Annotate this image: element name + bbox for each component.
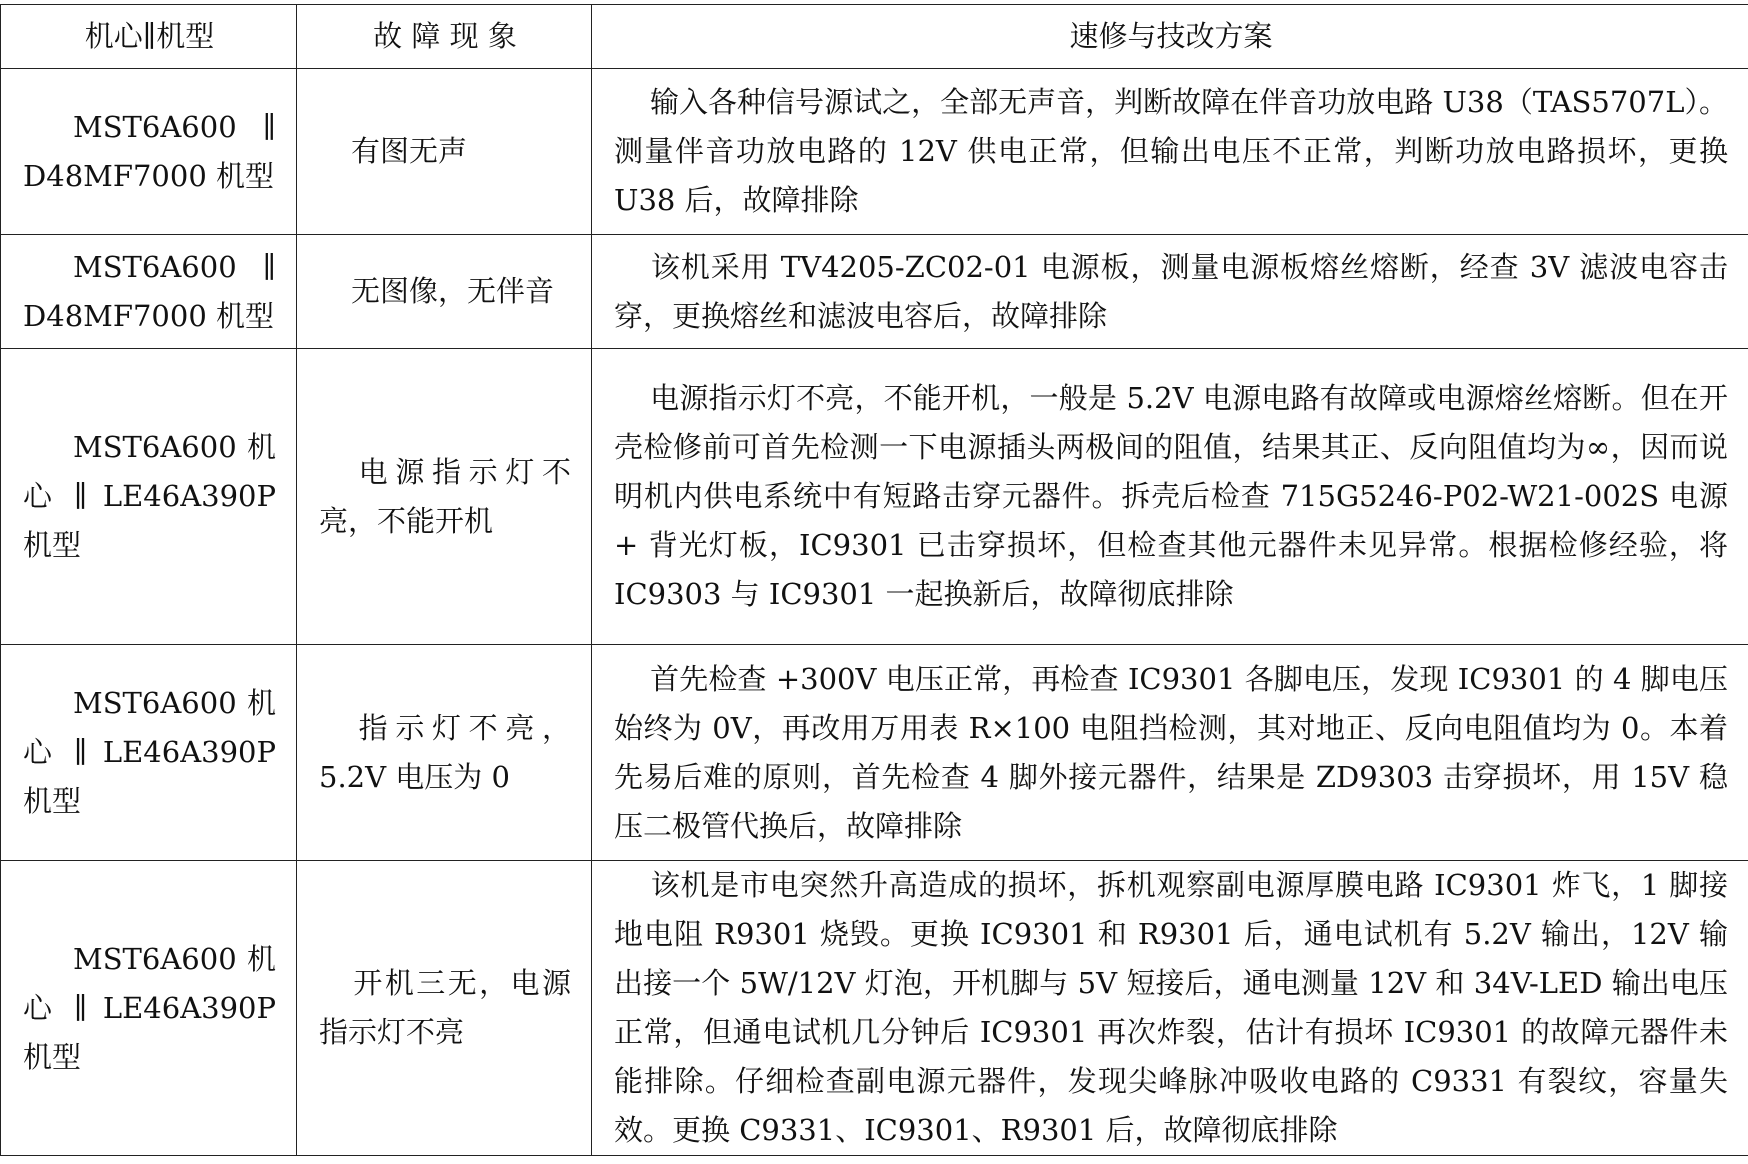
solution-text: 该机采用 TV4205-ZC02-01 电源板，测量电源板熔丝熔断，经查 3V 滤波电容击穿，更换熔丝和滤波电容后，故障排除	[614, 249, 1728, 333]
symptom-text: 电源指示灯不亮，不能开机	[319, 454, 571, 538]
symptom-text: 指示灯不亮，5.2V 电压为 0	[319, 710, 571, 794]
symptom-cell	[297, 69, 592, 235]
header-model: 机心∥机型	[1, 5, 297, 69]
table-row	[1, 235, 1748, 349]
table-row	[1, 861, 1748, 1156]
table-row	[1, 349, 1748, 645]
table-row	[1, 69, 1748, 235]
solution-cell	[592, 349, 1748, 645]
solution-cell	[592, 645, 1748, 861]
symptom-cell	[297, 349, 592, 645]
solution-text: 电源指示灯不亮，不能开机，一般是 5.2V 电源电路有故障或电源熔丝熔断。但在开壳检修前可首先检测一下电源插头两极间的阻值，结果其正、反向阻值均为∞，因而说明机内供电系统中有短路击穿元器件。拆壳后检查 715G5246-P02-W21-002S 电源 + 背光灯板，IC9301 已击穿损坏，但检查其他元器件未见异常。根据检修经验，将 IC9303 与 IC9301 一起换新后，故障彻底排除	[614, 381, 1728, 611]
header-solution: 速修与技改方案	[592, 5, 1748, 69]
table-header-row	[1, 5, 1748, 69]
model-cell	[1, 349, 297, 645]
symptom-cell	[297, 235, 592, 349]
symptom-text: 无图像，无伴音	[351, 274, 555, 308]
solution-text: 该机是市电突然升高造成的损坏，拆机观察副电源厚膜电路 IC9301 炸飞，1 脚接地电阻 R9301 烧毁。更换 IC9301 和 R9301 后，通电试机有 5.2V 输出，12V 输出接一个 5W/12V 灯泡，开机脚与 5V 短接后，通电测量 12V 和 34V-LED 输出电压正常，但通电试机几分钟后 IC9301 再次炸裂，估计有损坏 IC9301 的故障元器件未能排除。仔细检查副电源元器件，发现尖峰脉冲吸收电路的 C9331 有裂纹，容量失效。更换 C9331、IC9301、R9301 后，故障彻底排除	[614, 868, 1728, 1147]
solution-text: 输入各种信号源试之，全部无声音，判断故障在伴音功放电路 U38（TAS5707L）。测量伴音功放电路的 12V 供电正常，但输出电压不正常，判断功放电路损坏，更换 U38 后，故障排除	[614, 85, 1728, 217]
model-cell	[1, 861, 297, 1156]
model-cell	[1, 235, 297, 349]
solution-cell	[592, 235, 1748, 349]
solution-cell	[592, 69, 1748, 235]
model-cell	[1, 69, 297, 235]
solution-cell	[592, 861, 1748, 1156]
model-text: MST6A600 机心 ∥ LE46A390P 机型	[23, 941, 276, 1074]
model-cell	[1, 645, 297, 861]
model-text: MST6A600 ∥ D48MF7000 机型	[23, 109, 276, 193]
header-symptom: 故 障 现 象	[297, 5, 592, 69]
symptom-cell	[297, 645, 592, 861]
symptom-text: 开机三无，电源指示灯不亮	[319, 966, 571, 1049]
table-row	[1, 645, 1748, 861]
model-text: MST6A600 机心 ∥ LE46A390P 机型	[23, 686, 276, 818]
repair-table	[0, 4, 1748, 1156]
model-text: MST6A600 机心 ∥ LE46A390P 机型	[23, 430, 276, 562]
model-text: MST6A600 ∥ D48MF7000 机型	[23, 249, 276, 333]
symptom-cell	[297, 861, 592, 1156]
symptom-text: 有图无声	[351, 134, 468, 168]
solution-text: 首先检查 +300V 电压正常，再检查 IC9301 各脚电压，发现 IC9301 的 4 脚电压始终为 0V，再改用万用表 R×100 电阻挡检测，其对地正、反向电阻值均为 0。本着先易后难的原则，首先检查 4 脚外接元器件，结果是 ZD9303 击穿损坏，用 15V 稳压二极管代换后，故障排除	[614, 661, 1728, 843]
